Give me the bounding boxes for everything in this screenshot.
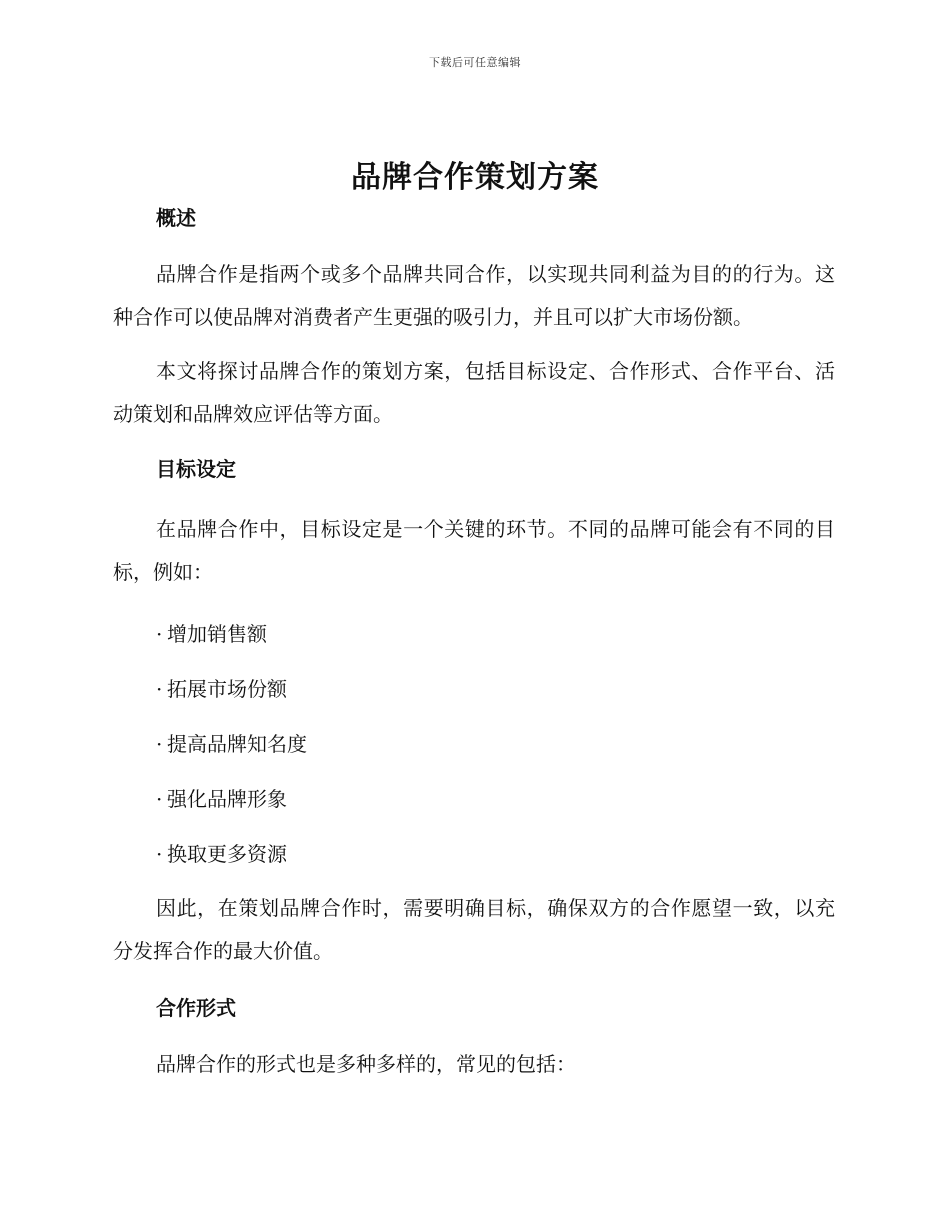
section-heading-goal-setting: 目标设定 (156, 457, 236, 481)
list-item (113, 674, 835, 704)
overview-paragraph-1: 品牌合作是指两个或多个品牌共同合作，以实现共同利益为目的的行为。这种合作可以使品牌对消费者产生更强的吸引力，并且可以扩大市场份额。 (113, 262, 835, 329)
document-title: 品牌合作策划方案 (351, 160, 599, 195)
goal-setting-intro: 在品牌合作中，目标设定是一个关键的环节。不同的品牌可能会有不同的目标，例如： (113, 517, 835, 584)
bullet-dot-icon: · (156, 622, 163, 646)
list-item-text: 拓展市场份额 (167, 677, 287, 701)
list-item-text: 提高品牌知名度 (167, 732, 307, 756)
list-item (113, 784, 835, 814)
cooperation-forms-intro: 品牌合作的形式也是多种多样的，常见的包括： (156, 1052, 576, 1076)
overview-paragraph-2: 本文将探讨品牌合作的策划方案，包括目标设定、合作形式、合作平台、活动策划和品牌效应评估等方面。 (113, 359, 835, 426)
list-item (113, 839, 835, 869)
goal-setting-conclusion: 因此，在策划品牌合作时，需要明确目标，确保双方的合作愿望一致，以充分发挥合作的最大价值。 (113, 896, 835, 963)
page-header-note: 下载后可任意编辑 (429, 56, 521, 69)
document-body (113, 203, 835, 1086)
list-item-text: 强化品牌形象 (167, 787, 287, 811)
list-item (113, 619, 835, 649)
bullet-dot-icon: · (156, 787, 163, 811)
bullet-dot-icon: · (156, 732, 163, 756)
section-heading-overview: 概述 (156, 206, 196, 230)
list-item (113, 729, 835, 759)
section-heading-cooperation-forms: 合作形式 (156, 996, 236, 1020)
bullet-dot-icon: · (156, 677, 163, 701)
goal-list (113, 619, 835, 869)
bullet-dot-icon: · (156, 842, 163, 866)
list-item-text: 换取更多资源 (167, 842, 287, 866)
list-item-text: 增加销售额 (167, 622, 267, 646)
